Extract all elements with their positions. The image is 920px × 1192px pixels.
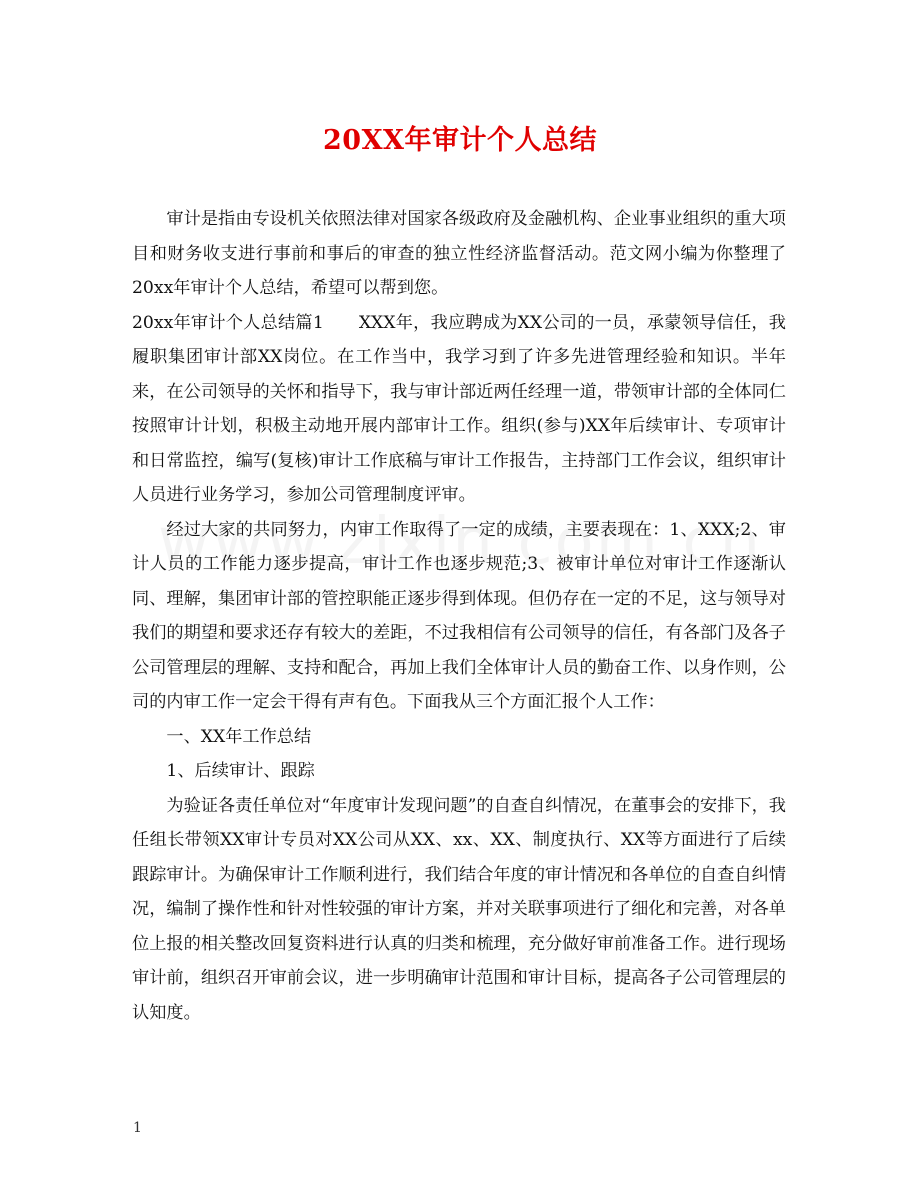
page-number: 1 [133,1120,142,1136]
paragraph-follow-up-audit: 为验证各责任单位对“年度审计发现问题”的自查自纠情况，在董事会的安排下，我任组长带领XX审计专员对XX公司从XX、xx、XX、制度执行、XX等方面进行了后续跟踪审计。为确保审计工作顺利进行，我们结合年度的审计情况和各单位的自查自纠情况，编制了操作性和针对性较强的审计方案，并对关联事项进行了细化和完善，对各单位上报的相关整改回复资料进行认真的归类和梳理，充分做好审前准备工作。进行现场审计前，组织召开审前会议，进一步明确审计范围和审计目标，提高各子公司管理层的认知度。 [132,795,786,1023]
document-title: 20XX年审计个人总结 [323,125,597,156]
paragraph-intro: 审计是指由专设机关依照法律对国家各级政府及金融机构、企业事业组织的重大项目和财务收支进行事前和事后的审查的独立性经济监督活动。范文网小编为你整理了20xx年审计个人总结，希望可以帮到您。 [132,209,786,298]
paragraph-achievements: 经过大家的共同努力，内审工作取得了一定的成绩，主要表现在：1、XXX;2、审计人员的工作能力逐步提高，审计工作也逐步规范;3、被审计单位对审计工作逐渐认同、理解，集团审计部的管控职能正逐步得到体现。但仍存在一定的不足，这与领导对我们的期望和要求还存有较大的差距，不过我相信有公司领导的信任，有各部门及各子公司管理层的理解、支持和配合，再加上我们全体审计人员的勤奋工作、以身作则，公司的内审工作一定会干得有声有色。下面我从三个方面汇报个人工作： [132,519,786,712]
heading-work-summary: 一、XX年工作总结 [166,726,312,747]
heading-follow-up-audit: 1、后续审计、跟踪 [166,761,315,781]
paragraph-section-1: 20xx年审计个人总结篇1 XXX年，我应聘成为XX公司的一员，承蒙领导信任，我履职集团审计部XX岗位。在工作当中，我学习到了许多先进管理经验和知识。半年来，在公司领导的关怀和指导下，我与审计部近两任经理一道，带领审计部的全体同仁按照审计计划，积极主动地开展内部审计工作。组织(参与)XX年后续审计、专项审计和日常监控，编写(复核)审计工作底稿与审计工作报告，主持部门工作会议，组织审计人员进行业务学习，参加公司管理制度评审。 [132,312,786,505]
document-body [132,202,786,1030]
